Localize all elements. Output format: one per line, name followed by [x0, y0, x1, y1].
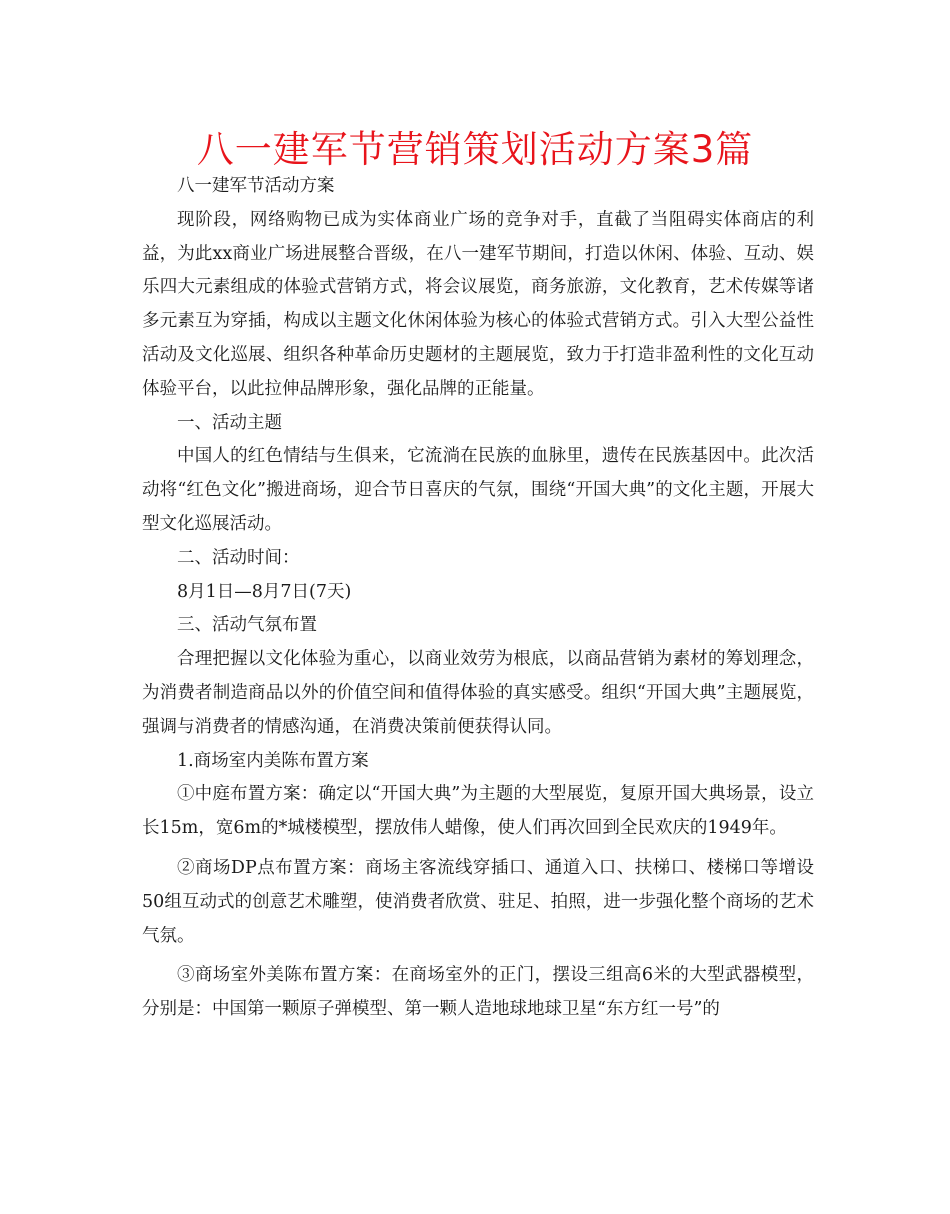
- atrium-paragraph: ①中庭布置方案：确定以“开国大典”为主题的大型展览，复原开国大典场景，设立长15m，宽6m的*城楼模型，摆放伟人蜡像，使人们再次回到全民欢庆的1949年。: [142, 784, 814, 839]
- theme-paragraph: 中国人的红色情结与生俱来，它流淌在民族的血脉里，遗传在民族基因中。此次活动将“红色文化”搬进商场，迎合节日喜庆的气氛，围绕“开国大典”的文化主题，开展大型文化巡展活动。: [142, 446, 814, 534]
- subsection-heading-indoor: 1.商场室内美陈布置方案: [177, 750, 369, 771]
- time-paragraph: 8月1日—8月7日(7天): [177, 581, 352, 602]
- document-title: 八一建军节营销策划活动方案3篇: [196, 128, 754, 171]
- outdoor-paragraph: ③商场室外美陈布置方案：在商场室外的正门，摆设三组高6米的大型武器模型，分别是：中国第一颗原子弹模型、第一颗人造地球地球卫星“东方红一号”的: [142, 965, 814, 1020]
- intro-paragraph: 现阶段，网络购物已成为实体商业广场的竞争对手，直截了当阻碍实体商店的利益，为此xx商业广场进展整合晋级，在八一建军节期间，打造以休闲、体验、互动、娱乐四大元素组成的体验式营销方式，将会议展览，商务旅游，文化教育，艺术传媒等诸多元素互为穿插，构成以主题文化休闲体验为核心的体验式营销方式。引入大型公益性活动及文化巡展、组织各种革命历史题材的主题展览，致力于打造非盈利性的文化互动体验平台，以此拉伸品牌形象，强化品牌的正能量。: [142, 209, 814, 399]
- subtitle-paragraph: 八一建军节活动方案: [177, 176, 335, 196]
- atmosphere-paragraph: 合理把握以文化体验为重心，以商业效劳为根底，以商品营销为素材的筹划理念，为消费者制造商品以外的价值空间和值得体验的真实感受。组织“开国大典”主题展览，强调与消费者的情感沟通，在消费决策前便获得认同。: [142, 649, 814, 737]
- section-heading-time: 二、活动时间：: [177, 547, 300, 568]
- document-body: [142, 170, 814, 1027]
- dp-point-paragraph: ②商场DP点布置方案：商场主客流线穿插口、通道入口、扶梯口、楼梯口等增设50组互动式的创意艺术雕塑，使消费者欣赏、驻足、拍照，进一步强化整个商场的艺术气氛。: [142, 857, 814, 946]
- section-heading-atmosphere: 三、活动气氛布置: [177, 615, 317, 636]
- section-heading-theme: 一、活动主题: [177, 412, 282, 433]
